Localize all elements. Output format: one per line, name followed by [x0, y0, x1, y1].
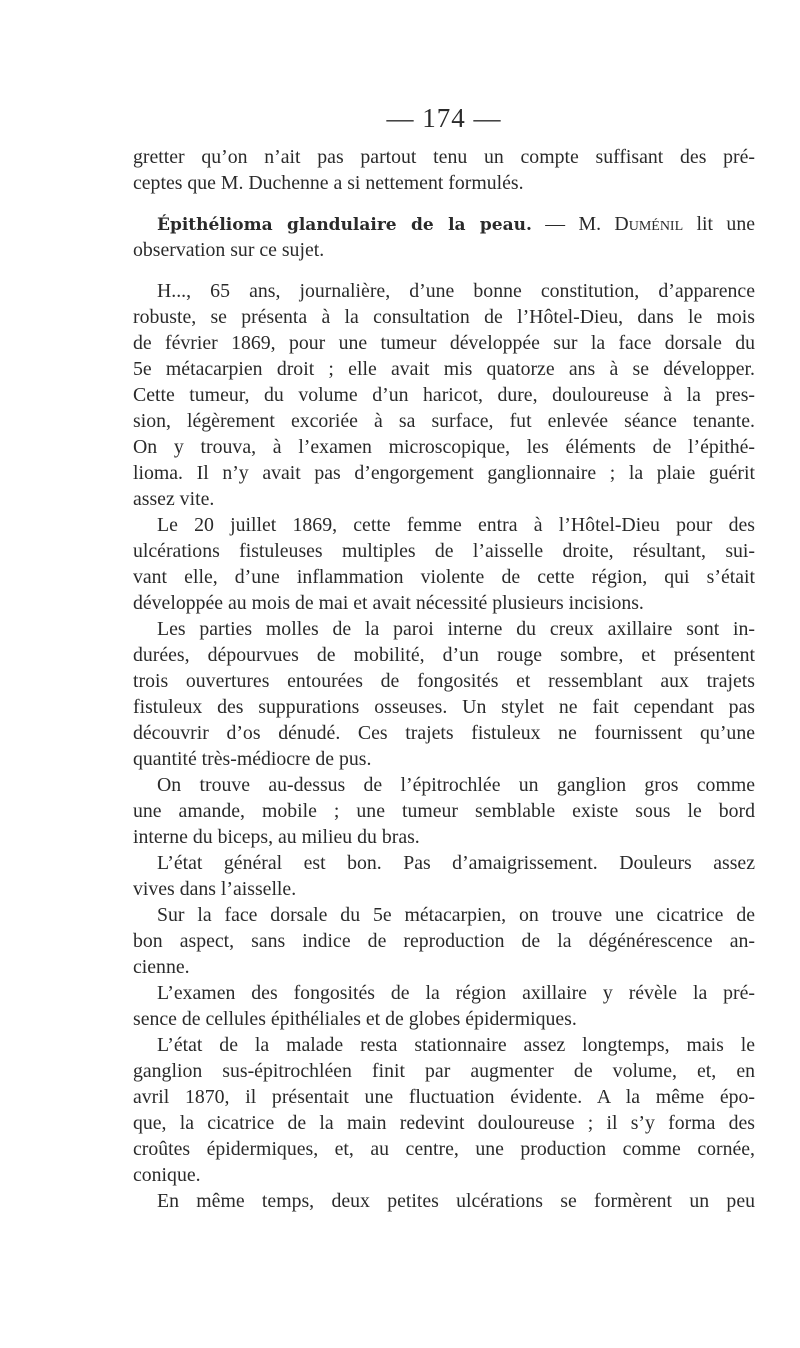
- text-line: Les parties molles de la paroi interne du creux axillaire sont in-: [157, 618, 755, 640]
- paragraph: [133, 980, 755, 1032]
- paragraph: [133, 144, 755, 196]
- paragraph: [133, 772, 755, 850]
- text-line: croûtes épidermiques, et, au centre, une production comme cornée,: [133, 1138, 755, 1160]
- text-line: lioma. Il n’y avait pas d’engorgement ganglionnaire ; la plaie guérit: [133, 462, 755, 484]
- page-number: — 174 —: [386, 103, 502, 133]
- heading-line: [133, 211, 755, 237]
- text-line: L’examen des fongosités de la région axillaire y révèle la pré-: [157, 982, 755, 1004]
- text-line: conique.: [133, 1164, 201, 1186]
- paragraph: [133, 902, 755, 980]
- text-line: découvrir d’os dénudé. Ces trajets fistuleux ne fournissent qu’une: [133, 722, 755, 744]
- text-line: sion, légèrement excoriée à sa surface, fut enlevée séance tenante.: [133, 410, 755, 432]
- text-line: une amande, mobile ; une tumeur semblable existe sous le bord: [133, 800, 755, 822]
- text-line: quantité très-médiocre de pus.: [133, 748, 372, 770]
- paragraph: [133, 512, 755, 616]
- document-page: [133, 98, 755, 1214]
- text-line: fistuleux des suppurations osseuses. Un stylet ne fait cependant pas: [133, 696, 755, 718]
- text-line: ceptes que M. Duchenne a si nettement formulés.: [133, 172, 524, 194]
- author-name: Duménil: [614, 213, 684, 235]
- text-line: ganglion sus-épitrochléen finit par augmenter de volume, et, en: [133, 1060, 755, 1082]
- text-line: interne du biceps, au milieu du bras.: [133, 826, 420, 848]
- text-line: En même temps, deux petites ulcérations se formèrent un peu: [157, 1190, 755, 1212]
- text-line: gretter qu’on n’ait pas partout tenu un compte suffisant des pré-: [133, 146, 755, 168]
- paragraph: [133, 278, 755, 512]
- section-paragraph: [133, 211, 755, 263]
- text-line: que, la cicatrice de la main redevint douloureuse ; il s’y forma des: [133, 1112, 755, 1134]
- text-line: sence de cellules épithéliales et de globes épidermiques.: [133, 1008, 577, 1030]
- text-line: vant elle, d’une inflammation violente de cette région, qui s’était: [133, 566, 755, 588]
- text-line: H..., 65 ans, journalière, d’une bonne constitution, d’apparence: [157, 280, 755, 302]
- text-line: 5e métacarpien droit ; elle avait mis quatorze ans à se développer.: [133, 358, 755, 380]
- text-line: Le 20 juillet 1869, cette femme entra à l’Hôtel-Dieu pour des: [157, 514, 755, 536]
- heading-after: lit une: [683, 213, 755, 235]
- text-line: de février 1869, pour une tumeur développée sur la face dorsale du: [133, 332, 755, 354]
- text-line: cienne.: [133, 956, 190, 978]
- paragraph: [133, 850, 755, 902]
- text-line: Cette tumeur, du volume d’un haricot, dure, douloureuse à la pres-: [133, 384, 755, 406]
- text-line: développée au mois de mai et avait nécessité plusieurs incisions.: [133, 592, 644, 614]
- heading-separator: — M.: [531, 213, 615, 235]
- text-line: On y trouva, à l’examen microscopique, les éléments de l’épithé-: [133, 436, 755, 458]
- text-line: avril 1870, il présentait une fluctuation évidente. A la même épo-: [133, 1086, 755, 1108]
- text-line: robuste, se présenta à la consultation de l’Hôtel-Dieu, dans le mois: [133, 306, 755, 328]
- text-line: durées, dépourvues de mobilité, d’un rouge sombre, et présentent: [133, 644, 755, 666]
- paragraph: [133, 1032, 755, 1188]
- text-line: L’état de la malade resta stationnaire assez longtemps, mais le: [157, 1034, 755, 1056]
- section-heading: Épithélioma glandulaire de la peau.: [157, 215, 532, 235]
- paragraph: [133, 616, 755, 772]
- text-line: bon aspect, sans indice de reproduction de la dégénérescence an-: [133, 930, 755, 952]
- text-line: vives dans l’aisselle.: [133, 878, 297, 900]
- text-line: trois ouvertures entourées de fongosités et ressemblant aux trajets: [133, 670, 755, 692]
- text-line: observation sur ce sujet.: [133, 239, 325, 261]
- paragraph: [133, 1188, 755, 1214]
- text-line: ulcérations fistuleuses multiples de l’aisselle droite, résultant, sui-: [133, 540, 755, 562]
- text-line: On trouve au-dessus de l’épitrochlée un ganglion gros comme: [157, 774, 755, 796]
- text-line: L’état général est bon. Pas d’amaigrissement. Douleurs assez: [157, 852, 755, 874]
- text-line: Sur la face dorsale du 5e métacarpien, on trouve une cicatrice de: [157, 904, 755, 926]
- text-line: assez vite.: [133, 488, 215, 510]
